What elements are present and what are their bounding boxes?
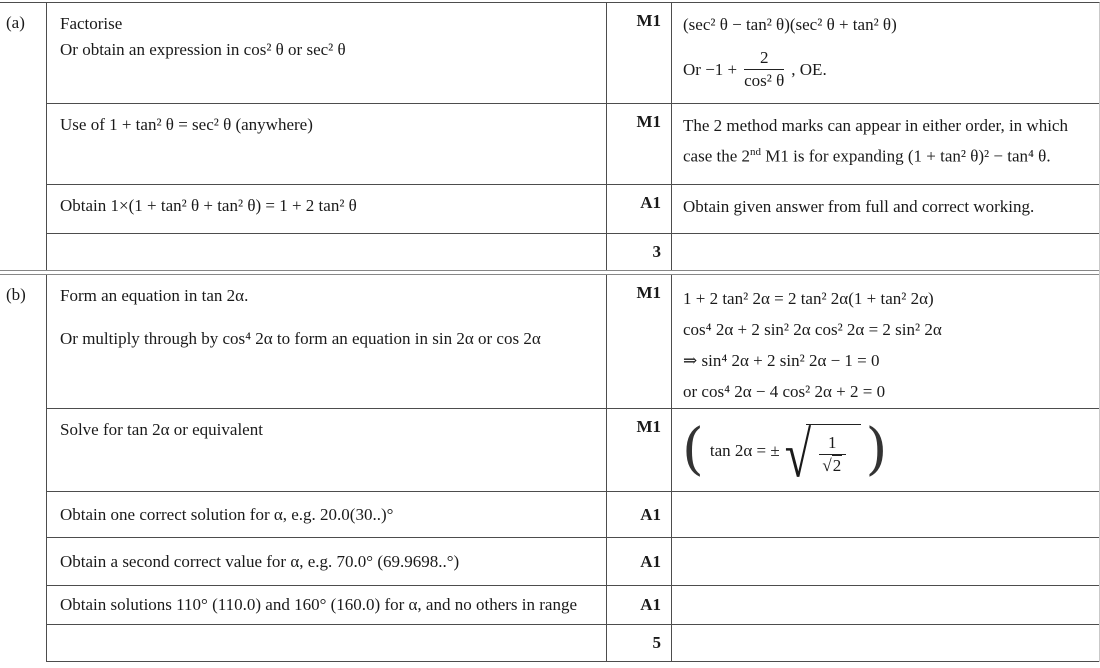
mark-cell: M1 <box>607 275 672 408</box>
desc-cell <box>47 3 607 103</box>
desc-cell <box>47 625 607 661</box>
section-a-rows <box>47 3 1099 270</box>
section-b <box>0 275 1099 662</box>
desc-cell <box>47 234 607 270</box>
comment-line: or cos⁴ 2α − 4 cos² 2α + 2 = 0 <box>683 382 886 401</box>
fraction <box>744 48 784 90</box>
fraction-prefix: Or −1 + <box>683 59 738 79</box>
fraction-numerator: 2 <box>744 48 784 70</box>
mark-cell: M1 <box>607 3 672 103</box>
comment-cell <box>672 538 1099 585</box>
fraction-denominator: cos² θ <box>744 70 785 90</box>
fraction-suffix: , OE. <box>791 59 827 79</box>
mark-cell: A1 <box>607 492 672 537</box>
comment-cell <box>672 492 1099 537</box>
part-label-a: (a) <box>0 3 47 270</box>
total-marks: 5 <box>607 625 672 661</box>
desc-line: Obtain one correct solution for α, e.g. 20.0(30..)° <box>60 504 394 524</box>
comment-line-fraction <box>683 48 1087 90</box>
desc-line: Obtain a second correct value for α, e.g. 70.0° (69.9698..°) <box>60 551 460 571</box>
fraction <box>819 433 846 475</box>
comment-cell: ( tan 2α = ± √ $\frac{1}{√2}$ ) <box>682 417 888 492</box>
desc-cell <box>47 586 607 624</box>
desc-line: Use of 1 + tan² θ = sec² θ (anywhere) <box>60 115 313 134</box>
section-a <box>0 3 1099 270</box>
radical <box>784 420 861 492</box>
comment-text: The 2 method marks can appear in either order, in which case the 2 <box>683 116 1073 166</box>
desc-line: Form an equation in tan 2α. <box>60 286 249 305</box>
table-row <box>47 492 1099 538</box>
inner-radicand: 2 <box>832 456 842 475</box>
comment-cell <box>672 625 1099 661</box>
table-row <box>47 104 1099 185</box>
comment-cell <box>672 275 1099 408</box>
table-row <box>47 538 1099 586</box>
comment-text: M1 is for expanding (1 + tan² θ)² − tan⁴ θ. <box>761 146 1051 166</box>
comment-cell <box>672 234 1099 270</box>
desc-cell <box>47 538 607 585</box>
desc-line: Or multiply through by cos⁴ 2α to form an equation in sin 2α or cos 2α <box>60 329 541 348</box>
comment-line: cos⁴ 2α + 2 sin² 2α cos² 2α = 2 sin² 2α <box>683 320 942 339</box>
comment-cell <box>672 185 1099 233</box>
section-b-rows <box>47 275 1099 662</box>
total-row <box>47 625 1099 662</box>
desc-cell <box>47 275 607 408</box>
desc-cell <box>47 409 607 491</box>
inner-radical-sign: √ <box>822 456 832 475</box>
desc-line: Obtain solutions 110° (110.0) and 160° (160.0) for α, and no others in range <box>60 595 577 614</box>
comment-line: ⇒ sin⁴ 2α + 2 sin² 2α − 1 = 0 <box>683 351 880 370</box>
fraction-numerator: 1 <box>819 433 846 455</box>
comment-line: (sec² θ − tan² θ)(sec² θ + tan² θ) <box>683 15 897 34</box>
desc-line: Factorise <box>60 14 123 33</box>
radical-sign: √ <box>784 420 812 492</box>
mark-cell: M1 <box>607 409 672 491</box>
total-row <box>47 234 1099 270</box>
desc-cell <box>47 185 607 233</box>
mark-cell: M1 <box>607 104 672 184</box>
desc-line: Obtain 1×(1 + tan² θ + tan² θ) = 1 + 2 tan² θ <box>60 196 357 215</box>
fraction-denominator <box>819 455 846 476</box>
total-marks: 3 <box>607 234 672 270</box>
desc-line: Or obtain an expression in cos² θ or sec² θ <box>60 40 346 59</box>
radical-content <box>806 424 861 475</box>
comment-line: Obtain given answer from full and correct working. <box>683 197 1035 216</box>
superscript: nd <box>750 146 762 158</box>
comment-line: 1 + 2 tan² 2α = 2 tan² 2α(1 + tan² 2α) <box>683 289 934 308</box>
desc-line: Solve for tan 2α or equivalent <box>60 420 263 439</box>
comment-cell <box>672 104 1099 184</box>
table-row <box>47 3 1099 104</box>
table-row <box>47 275 1099 409</box>
equation-lead: tan 2α = ± <box>709 440 780 460</box>
mark-cell: A1 <box>607 586 672 624</box>
mark-cell: A1 <box>607 538 672 585</box>
comment-cell <box>672 586 1099 624</box>
table-row <box>47 409 1099 492</box>
comment-cell <box>672 3 1099 103</box>
mark-scheme-table <box>0 2 1100 662</box>
mark-cell: A1 <box>607 185 672 233</box>
desc-cell <box>47 492 607 537</box>
table-row <box>47 185 1099 234</box>
part-label-b: (b) <box>0 275 47 662</box>
table-row <box>47 586 1099 625</box>
desc-cell <box>47 104 607 184</box>
